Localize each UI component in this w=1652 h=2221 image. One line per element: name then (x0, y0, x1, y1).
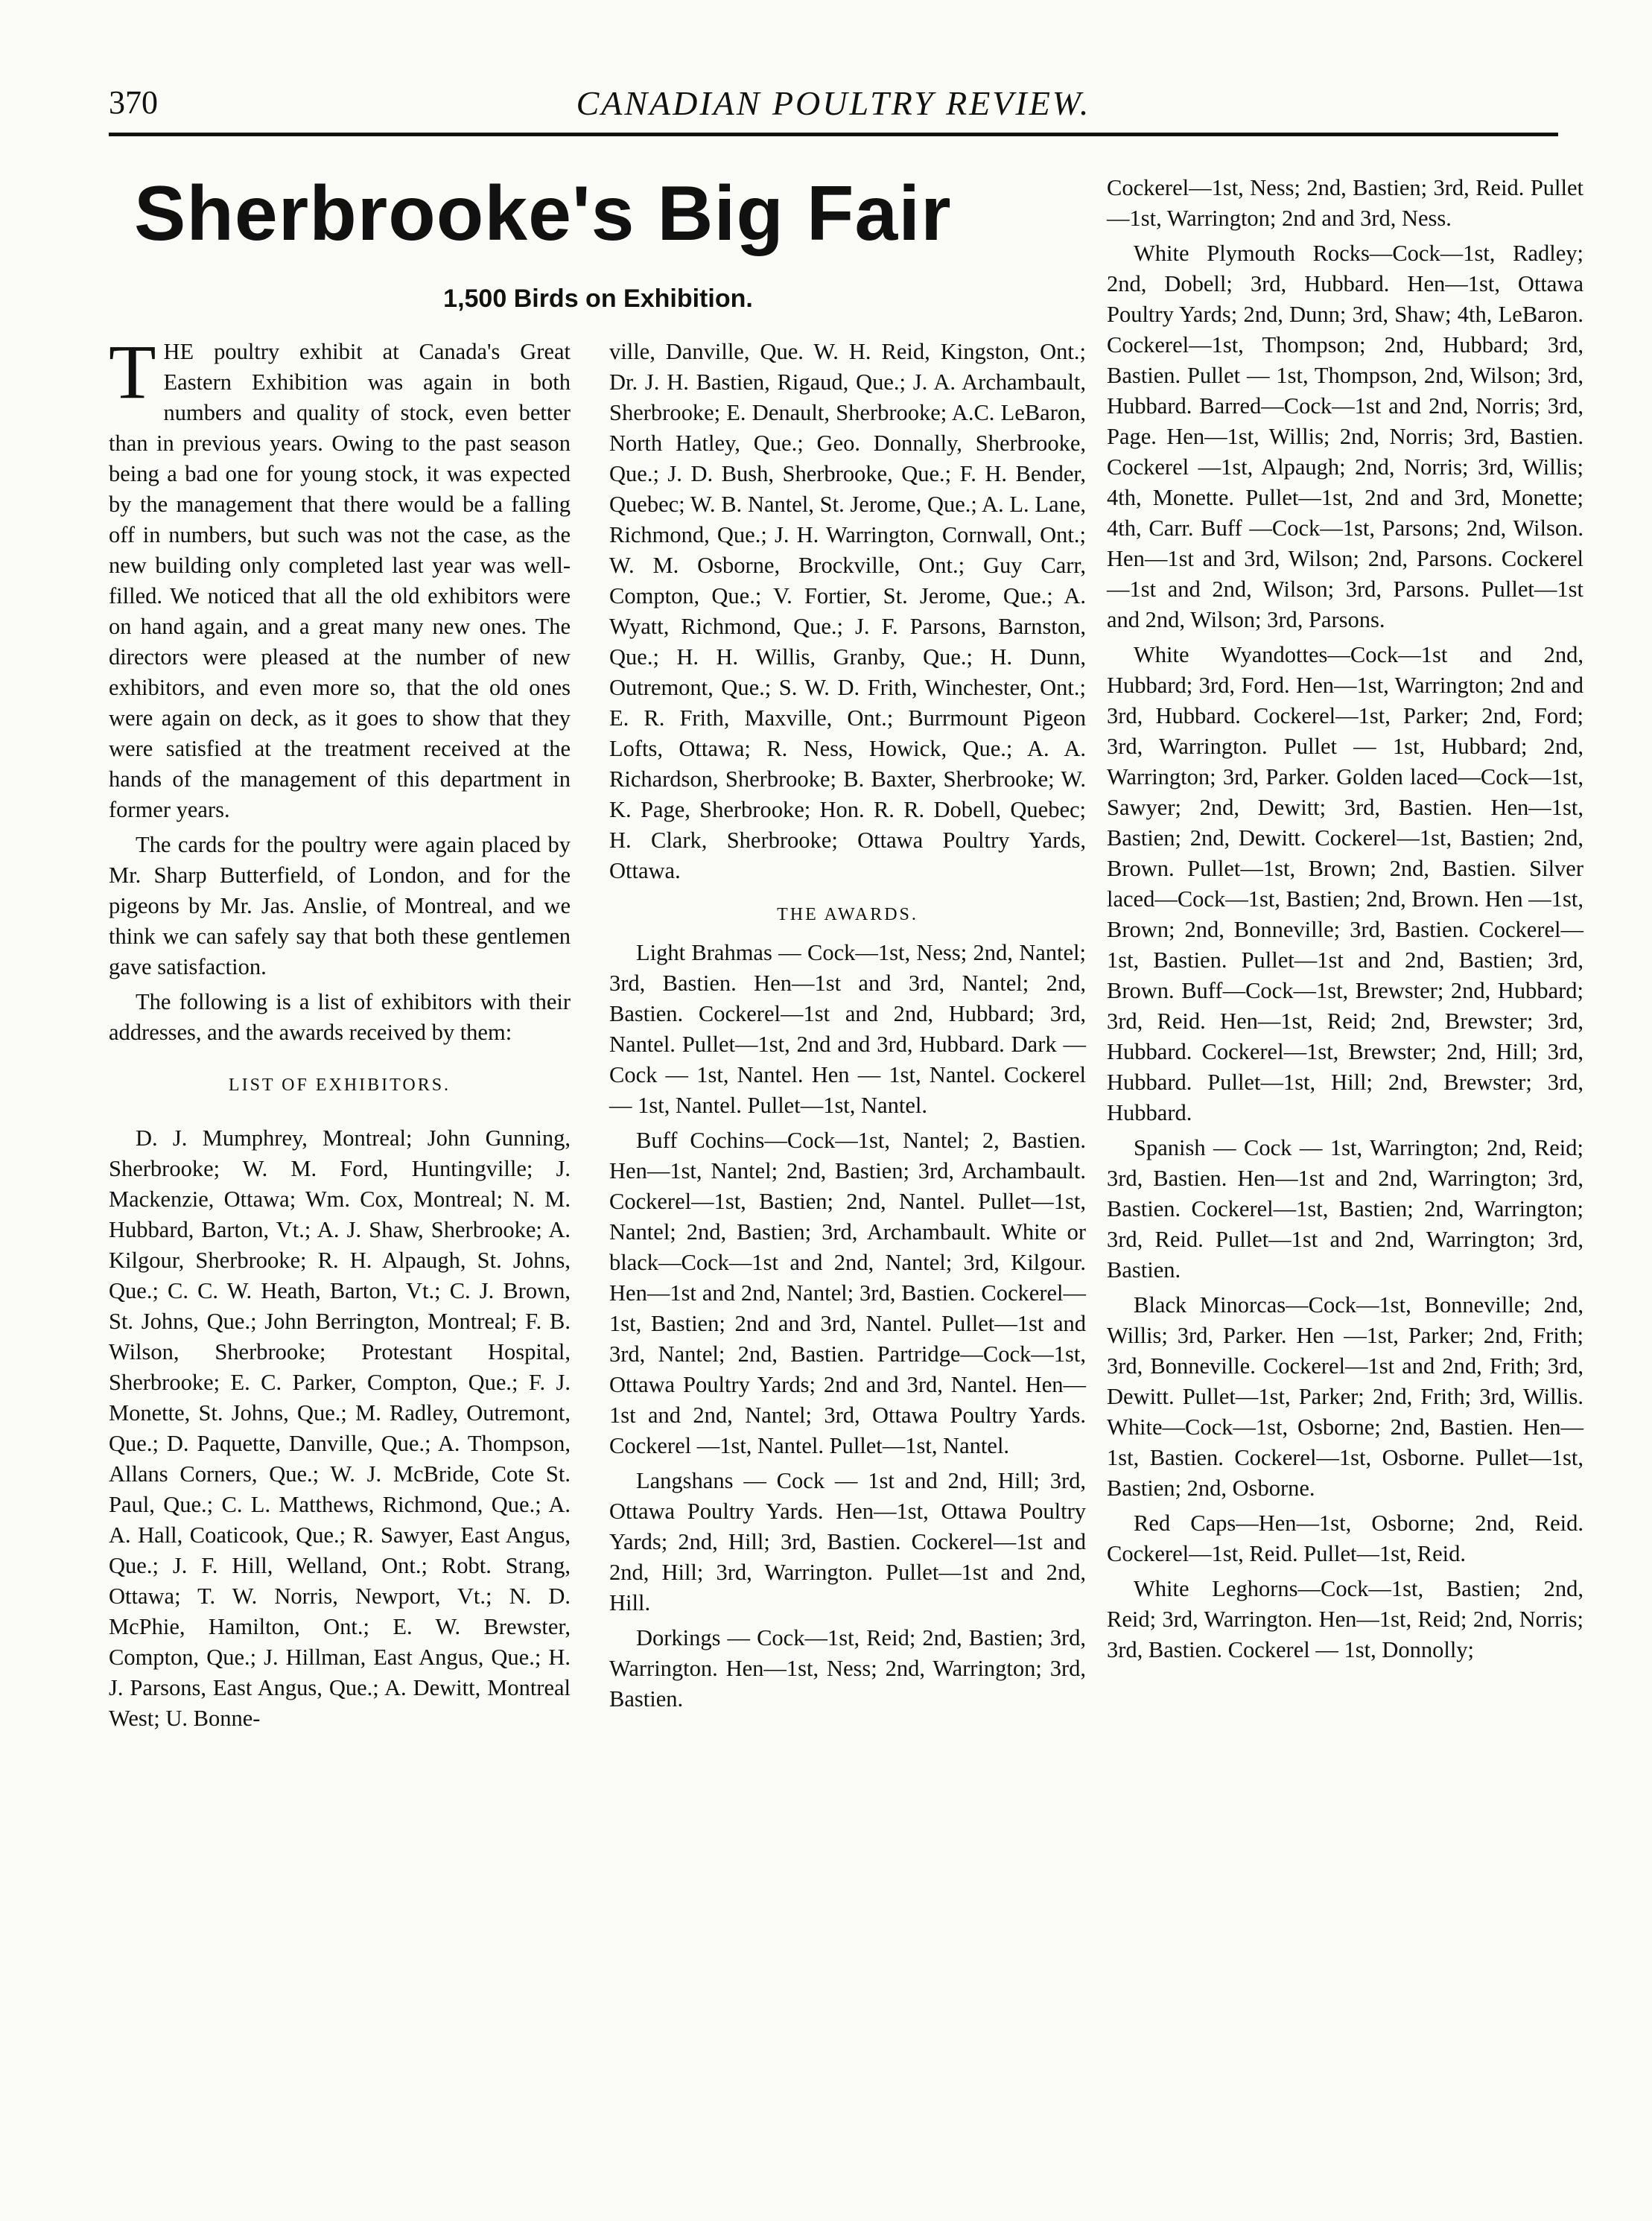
award-paragraph: Spanish — Cock — 1st, Warrington; 2nd, Reid; 3rd, Bastien. Hen—1st and 2nd, Warrington; 3rd, Bastien. Cockerel—1st, Bastien; 2nd, Warrington; 3rd, Reid. Pullet—1st and 2nd, Warrington; 3rd, Bastien. (1107, 1135, 1583, 1283)
exhibitors-list-part-2: ville, Danville, Que. W. H. Reid, Kingston, Ont.; Dr. J. H. Bastien, Rigaud, Que.; J. A. Archambault, Sherbrooke; E. Denault, Sherbrooke; A.C. LeBaron, North Hatley, Que.; Geo. Donnally, Sherbrooke, Que.; J. D. Bush, Sherbrooke, Que.; F. H. Bender, Quebec; W. B. Nantel, St. Jerome, Que.; A. L. Lane, Richmond, Que.; J. H. Warrington, Cornwall, Ont.; W. M. Osborne, Brockville, Ont.; Guy Carr, Compton, Que.; V. Fortier, St. Jerome, Que.; A. Wyatt, Richmond, Que.; J. F. Parsons, Barnston, Que.; H. H. Willis, Granby, Que.; H. Dunn, Outremont, Que.; S. W. D. Frith, Winchester, Ont.; E. R. Frith, Maxville, Ont.; Burrmount Pigeon Lofts, Ottawa; R. Ness, Howick, Que.; A. A. Richardson, Sherbrooke; B. Baxter, Sherbrooke; W. K. Page, Sherbrooke; Hon. R. R. Dobell, Quebec; H. Clark, Sherbrooke; Ottawa Poultry Yards, Ottawa. (609, 339, 1086, 883)
column-3 (1107, 173, 1583, 1670)
intro-paragraph-1 (109, 329, 571, 825)
intro-paragraph-1-text: HE poultry exhibit at Canada's Great Eastern Exhibition was again in both numbers and quality of stock, even better than in previous years. Owing to the past season being a bad one for young stock, it was expected by the management that there would be a falling off in numbers, but such was not the case, as the new building only completed last year was well-filled. We noticed that all the old exhibitors were on hand again, and a great many new ones. The directors were pleased at the number of new exhibitors, and even more so, that the old ones were again on deck, as it goes to show that they were satisfied at the treatment received at the hands of the management of this department in former years. (109, 339, 571, 822)
award-paragraph: White Wyandottes—Cock—1st and 2nd, Hubbard; 3rd, Ford. Hen—1st, Warrington; 2nd and 3rd, Hubbard. Cockerel—1st, Parker; 2nd, Ford; 3rd, Warrington. Pullet — 1st, Hubbard; 2nd, Warrington; 3rd, Parker. Golden laced—Cock—1st, Sawyer; 2nd, Dewitt; 3rd, Bastien. Hen—1st, Bastien; 2nd, Dewitt. Cockerel—1st, Bastien; 2nd, Brown. Pullet—1st, Brown; 2nd, Bastien. Silver laced—Cock—1st, Bastien; 2nd, Brown. Hen —1st, Brown; 2nd, Bonneville; 3rd, Bastien. Cockerel—1st, Bastien. Pullet—1st and 2nd, Bastien; 3rd, Brown. Buff—Cock—1st, Brewster; 2nd, Hubbard; 3rd, Reid. Hen—1st, Reid; 2nd, Brewster; 3rd, Hubbard. Cockerel—1st, Brewster; 2nd, Hill; 3rd, Hubbard. Pullet—1st, Hill; 2nd, Brewster; 3rd, Hubbard. (1107, 642, 1583, 1125)
article-subtitle: 1,500 Birds on Exhibition. (443, 285, 753, 313)
exhibitors-list-part-1: D. J. Mumphrey, Montreal; John Gunning, Sherbrooke; W. M. Ford, Huntingville; J. Mackenzie, Ottawa; Wm. Cox, Montreal; N. M. Hubbard, Barton, Vt.; A. J. Shaw, Sherbrooke; A. Kilgour, Sherbrooke; R. H. Alpaugh, St. Johns, Que.; C. C. W. Heath, Barton, Vt.; C. J. Brown, St. Johns, Que.; John Berrington, Montreal; F. B. Wilson, Sherbrooke; Protestant Hospital, Sherbrooke; E. C. Parker, Compton, Que.; F. J. Monette, St. Johns, Que.; M. Radley, Outremont, Que.; D. Paquette, Danville, Que.; A. Thompson, Allans Corners, Que.; W. J. McBride, Cote St. Paul, Que.; C. L. Matthews, Richmond, Que.; A. A. Hall, Coaticook, Que.; R. Sawyer, East Angus, Que.; J. F. Hill, Welland, Ont.; Robt. Strang, Ottawa; T. W. Norris, Newport, Vt.; N. D. McPhie, Hamilton, Ont.; E. W. Brewster, Compton, Que.; J. Hillman, East Angus, Que.; H. J. Parsons, East Angus, Que.; A. Dewitt, Montreal West; U. Bonne- (109, 1125, 571, 1731)
running-head (109, 83, 1558, 137)
article-title: Sherbrooke's Big Fair (134, 171, 952, 257)
award-paragraph: Buff Cochins—Cock—1st, Nantel; 2, Bastien. Hen—1st, Nantel; 2nd, Bastien; 3rd, Archambault. Cockerel—1st, Bastien; 2nd, Nantel. Pullet—1st, Nantel; 2nd, Bastien; 3rd, Archambault. White or black—Cock—1st and 2nd, Nantel; 3rd, Kilgour. Hen—1st and 2nd, Nantel; 3rd, Bastien. Cockerel—1st, Bastien; 2nd and 3rd, Nantel. Pullet—1st and 3rd, Nantel; 2nd, Bastien. Partridge—Cock—1st, Ottawa Poultry Yards; 2nd and 3rd, Nantel. Hen—1st and 2nd, Nantel; 3rd, Ottawa Poultry Yards. Cockerel —1st, Nantel. Pullet—1st, Nantel. (609, 1128, 1086, 1458)
exhibitors-heading: LIST OF EXHIBITORS. (228, 1075, 451, 1095)
award-paragraph: Light Brahmas — Cock—1st, Ness; 2nd, Nantel; 3rd, Bastien. Hen—1st and 3rd, Nantel; 2nd, Bastien. Cockerel—1st and 2nd, Hubbard; 3rd, Nantel. Pullet—1st, 2nd and 3rd, Hubbard. Dark — Cock — 1st, Nantel. Hen — 1st, Nantel. Cockerel — 1st, Nantel. Pullet—1st, Nantel. (609, 940, 1086, 1118)
award-paragraph: White Plymouth Rocks—Cock—1st, Radley; 2nd, Dobell; 3rd, Hubbard. Hen—1st, Ottawa Poultry Yards; 2nd, Dunn; 3rd, Shaw; 4th, LeBaron. Cockerel—1st, Thompson; 2nd, Hubbard; 3rd, Bastien. Pullet — 1st, Thompson, 2nd, Wilson; 3rd, Hubbard. Barred—Cock—1st and 2nd, Norris; 3rd, Page. Hen—1st, Willis; 2nd, Norris; 3rd, Bastien. Cockerel —1st, Alpaugh; 2nd, Norris; 3rd, Willis; 4th, Monette. Pullet—1st, 2nd and 3rd, Monette; 4th, Carr. Buff —Cock—1st, Parsons; 2nd, Wilson. Hen—1st and 3rd, Wilson; 2nd, Parsons. Cockerel—1st and 2nd, Wilson; 3rd, Parsons. Pullet—1st and 2nd, Wilson; 3rd, Parsons. (1107, 241, 1583, 632)
award-paragraph: Langshans — Cock — 1st and 2nd, Hill; 3rd, Ottawa Poultry Yards. Hen—1st, Ottawa Poultry Yards; 2nd, Hill; 3rd, Bastien. Cockerel—1st and 2nd, Hill; 3rd, Warrington. Pullet—1st and 2nd, Hill. (609, 1468, 1086, 1615)
intro-paragraph-2: The cards for the poultry were again placed by Mr. Sharp Butterfield, of London, and for the pigeons by Mr. Jas. Anslie, of Montreal, and we think we can safely say that both these gentlemen gave satisfaction. (109, 832, 571, 979)
drop-cap: T (109, 329, 156, 415)
column-2 (609, 337, 1086, 1719)
award-paragraph: Red Caps—Hen—1st, Osborne; 2nd, Reid. Cockerel—1st, Reid. Pullet—1st, Reid. (1107, 1510, 1583, 1566)
intro-paragraph-3: The following is a list of exhibitors with their addresses, and the awards received by them: (109, 989, 571, 1045)
page-number: 370 (109, 84, 158, 121)
header-rule (109, 133, 1558, 136)
award-paragraph: Cockerel—1st, Ness; 2nd, Bastien; 3rd, Reid. Pullet—1st, Warrington; 2nd and 3rd, Ness. (1107, 175, 1583, 231)
award-paragraph: Dorkings — Cock—1st, Reid; 2nd, Bastien; 3rd, Warrington. Hen—1st, Ness; 2nd, Warrington; 3rd, Bastien. (609, 1625, 1086, 1712)
awards-heading: THE AWARDS. (777, 905, 918, 924)
award-paragraph: Black Minorcas—Cock—1st, Bonneville; 2nd, Willis; 3rd, Parker. Hen —1st, Parker; 2nd, Frith; 3rd, Bonneville. Cockerel—1st and 2nd, Frith; 3rd, Dewitt. Pullet—1st, Parker; 2nd, Frith; 3rd, Willis. White—Cock—1st, Osborne; 2nd, Bastien. Hen—1st, Bastien. Cockerel—1st, Osborne. Pullet—1st, Bastien; 2nd, Osborne. (1107, 1292, 1583, 1501)
column-1 (109, 329, 571, 1738)
award-paragraph: White Leghorns—Cock—1st, Bastien; 2nd, Reid; 3rd, Warrington. Hen—1st, Reid; 2nd, Norris; 3rd, Bastien. Cockerel — 1st, Donnolly; (1107, 1576, 1583, 1662)
journal-title: CANADIAN POULTRY REVIEW. (576, 84, 1091, 122)
